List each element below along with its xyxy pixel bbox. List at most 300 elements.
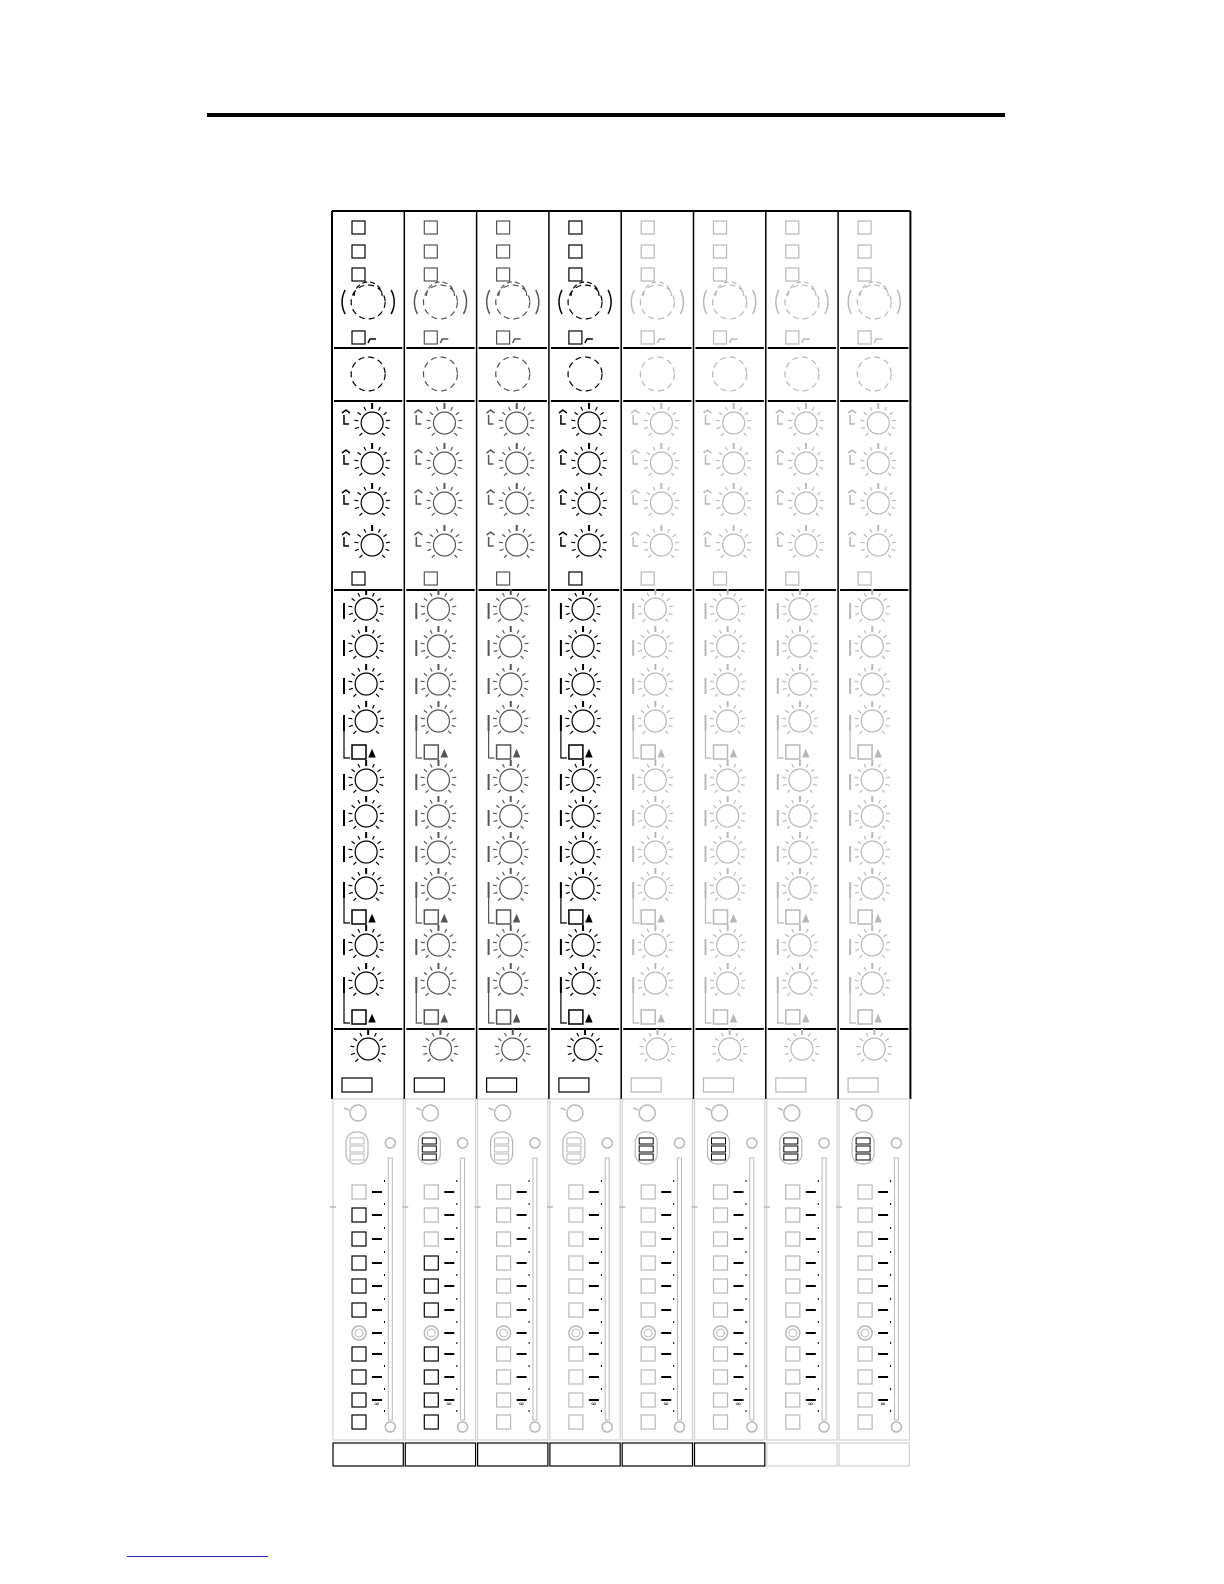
- knob-tick: [385, 507, 389, 508]
- knob-tick: [364, 447, 366, 451]
- knob-body: [500, 934, 522, 956]
- knob-tick: [719, 800, 721, 804]
- knob-tick: [791, 534, 794, 536]
- knob-tick: [502, 452, 505, 454]
- knob-body: [795, 534, 817, 556]
- knob-tick: [426, 993, 429, 996]
- knob-tick: [575, 872, 577, 876]
- knob-body: [789, 673, 811, 695]
- knob-tick: [597, 718, 601, 719]
- knob-tick: [421, 613, 425, 614]
- knob-tick: [503, 764, 505, 768]
- knob-tick: [568, 598, 571, 600]
- knob-outer-arc-right: [608, 290, 611, 314]
- knob-tick: [602, 427, 606, 428]
- knob-tick: [858, 710, 861, 712]
- knob-tick: [377, 769, 380, 771]
- channel-strip-8: [836, 211, 909, 1466]
- aux-group-bracket: [706, 731, 712, 758]
- knob-tick: [741, 784, 745, 785]
- fader-bottom-screw: [530, 1422, 540, 1432]
- knob-tick: [725, 447, 727, 451]
- knob-body: [578, 534, 600, 556]
- knob-tick: [882, 656, 885, 659]
- knob-tick: [525, 681, 529, 682]
- knob-tick: [567, 1046, 571, 1047]
- knob-tick: [424, 598, 427, 600]
- listen-icon: [856, 1105, 872, 1121]
- knob-tick: [884, 710, 887, 712]
- knob-tick: [358, 764, 360, 768]
- fader-bottom-screw: [747, 1422, 757, 1432]
- knob-tick: [379, 487, 381, 491]
- knob-tick: [426, 955, 429, 958]
- aux-pre-switch-3: [714, 1010, 728, 1024]
- channel-switch-1: [641, 1185, 655, 1199]
- knob-tick: [596, 784, 600, 785]
- knob-outer-arc-right: [536, 290, 539, 314]
- knob-tick: [594, 769, 597, 771]
- input-switch-1: [858, 221, 871, 234]
- knob-tick: [711, 650, 715, 651]
- aux-pre-icon: [803, 1015, 809, 1022]
- aux-send-knob: [638, 925, 674, 958]
- eq-band-icon: [631, 490, 639, 504]
- knob-tick: [860, 460, 864, 461]
- knob-tick: [348, 849, 352, 850]
- eq-band-icon: [704, 410, 712, 424]
- aux-pre-switch-2: [714, 910, 728, 924]
- knob-tick: [424, 972, 427, 974]
- knob-tick: [860, 955, 863, 958]
- knob-tick: [788, 420, 792, 421]
- aux-send-knob: [493, 963, 529, 996]
- trim-knob: [785, 357, 819, 391]
- knob-tick: [498, 694, 501, 697]
- aux-send-knob: [348, 664, 384, 697]
- aux-send-knob: [854, 925, 890, 958]
- knob-tick: [358, 836, 360, 840]
- knob-tick: [653, 529, 655, 533]
- aux-send-knob: [565, 796, 601, 829]
- knob-body: [795, 412, 817, 434]
- knob-tick: [566, 949, 570, 950]
- knob-tick: [806, 593, 808, 597]
- knob-body: [361, 492, 383, 514]
- knob-tick: [667, 673, 670, 675]
- knob-tick: [669, 606, 673, 607]
- meter-capsule: [708, 1132, 730, 1164]
- meter-led-1: [350, 1138, 364, 1144]
- eq-knob-2: [716, 443, 752, 476]
- pan-knob: [567, 1029, 603, 1062]
- knob-tick: [892, 460, 896, 461]
- knob-tick: [862, 1059, 865, 1062]
- knob-tick: [349, 892, 353, 893]
- knob-tick: [810, 790, 813, 793]
- hpf-switch: [641, 331, 654, 344]
- knob-tick: [736, 1033, 738, 1037]
- knob-tick: [715, 898, 718, 901]
- gain-knob: [776, 282, 828, 319]
- knob-tick: [711, 613, 715, 614]
- knob-tick: [353, 898, 356, 901]
- fader-track: [750, 1158, 754, 1420]
- knob-tick: [452, 650, 456, 651]
- knob-tick: [638, 643, 642, 644]
- knob-body: [789, 841, 811, 863]
- knob-tick: [710, 849, 714, 850]
- knob-body: [717, 805, 739, 827]
- knob-tick: [521, 955, 524, 958]
- knob-tick: [521, 731, 524, 734]
- knob-tick: [373, 929, 375, 933]
- knob-tick: [352, 598, 355, 600]
- knob-tick: [741, 681, 745, 682]
- knob-body: [861, 710, 883, 732]
- knob-tick: [594, 805, 597, 807]
- knob-tick: [669, 892, 673, 893]
- knob-tick: [452, 718, 456, 719]
- aux-send-knob: [421, 832, 457, 865]
- knob-tick: [864, 929, 866, 933]
- knob-tick: [525, 643, 529, 644]
- knob-body: [861, 598, 883, 620]
- channel-switch-4: [858, 1256, 872, 1270]
- fader-track: [605, 1158, 609, 1420]
- knob-tick: [445, 668, 447, 672]
- knob-tick: [599, 433, 602, 436]
- aux-pre-switch-1: [786, 745, 800, 759]
- knob-tick: [517, 593, 519, 597]
- knob-tick: [498, 993, 501, 996]
- knob-tick: [653, 447, 655, 451]
- knob-body: [650, 412, 672, 434]
- knob-tick: [855, 784, 859, 785]
- knob-tick: [806, 800, 808, 804]
- knob-tick: [860, 790, 863, 793]
- input-switch-2: [714, 245, 727, 258]
- knob-tick: [383, 452, 386, 454]
- channel-switch-1: [352, 1185, 366, 1199]
- eq-band-icon: [704, 532, 712, 546]
- aux-pre-icon: [803, 750, 809, 757]
- knob-tick: [523, 407, 525, 411]
- aux-pre-icon: [875, 915, 881, 922]
- knob-tick: [517, 800, 519, 804]
- knob-tick: [377, 841, 380, 843]
- knob-tick: [669, 942, 673, 943]
- knob-dashed-ring: [640, 285, 674, 319]
- knob-tick: [710, 813, 714, 814]
- input-switch-2: [641, 245, 654, 258]
- input-switch-2: [569, 245, 582, 258]
- fader-section: [764, 1099, 837, 1440]
- knob-tick: [571, 420, 575, 421]
- knob-tick: [523, 1059, 526, 1062]
- knob-tick: [864, 492, 867, 494]
- input-switch-3: [858, 268, 871, 281]
- knob-tick: [355, 467, 359, 468]
- aux-send-knob: [493, 925, 529, 958]
- knob-tick: [379, 784, 383, 785]
- knob-tick: [589, 836, 591, 840]
- knob-body: [427, 934, 449, 956]
- aux-group-bracket: [344, 993, 350, 1023]
- knob-tick: [641, 877, 644, 879]
- knob-tick: [734, 967, 736, 971]
- footer-link-underline[interactable]: [127, 1556, 268, 1557]
- knob-tick: [879, 800, 881, 804]
- knob-tick: [882, 955, 885, 958]
- knob-tick: [445, 593, 447, 597]
- knob-tick: [888, 473, 891, 476]
- knob-tick: [813, 820, 817, 821]
- knob-tick: [745, 412, 748, 414]
- knob-tick: [638, 613, 642, 614]
- knob-tick: [711, 949, 715, 950]
- knob-tick: [531, 542, 535, 543]
- fader-mid-screw: [714, 1326, 728, 1340]
- knob-dashed-ring: [857, 357, 891, 391]
- knob-tick: [379, 447, 381, 451]
- knob-tick: [747, 460, 751, 461]
- knob-tick: [593, 656, 596, 659]
- aux-send-knob: [782, 701, 818, 734]
- knob-tick: [717, 1059, 720, 1062]
- knob-tick: [524, 892, 528, 893]
- knob-tick: [715, 694, 718, 697]
- knob-tick: [641, 673, 644, 675]
- channel-switch-8: [424, 1347, 438, 1361]
- knob-tick: [713, 769, 716, 771]
- knob-tick: [741, 942, 745, 943]
- knob-tick: [565, 813, 569, 814]
- knob-tick: [373, 872, 375, 876]
- knob-tick: [430, 705, 432, 709]
- knob-tick: [792, 764, 794, 768]
- channel-switch-3: [714, 1232, 728, 1246]
- listen-icon-tail: [633, 1108, 638, 1110]
- knob-tick: [813, 650, 817, 651]
- knob-tick: [503, 668, 505, 672]
- knob-tick: [602, 467, 606, 468]
- channel-switch-2: [424, 1208, 438, 1222]
- input-switch-1: [424, 221, 437, 234]
- knob-tick: [785, 673, 788, 675]
- knob-tick: [789, 549, 793, 550]
- channel-switch-8: [569, 1347, 583, 1361]
- aux-send-knob: [348, 832, 384, 865]
- input-switch-3: [569, 268, 582, 281]
- knob-tick: [530, 507, 534, 508]
- channel-switch-5: [569, 1279, 583, 1293]
- knob-tick: [886, 849, 890, 850]
- knob-tick: [521, 862, 524, 865]
- knob-tick: [745, 452, 748, 454]
- knob-tick: [496, 710, 499, 712]
- input-switch-3: [786, 268, 799, 281]
- knob-tick: [885, 529, 887, 533]
- knob-tick: [503, 800, 505, 804]
- knob-tick: [667, 877, 670, 879]
- knob-tick: [783, 725, 787, 726]
- knob-tick: [725, 487, 727, 491]
- eq-band-icon: [559, 410, 567, 424]
- eq-knob-3: [860, 483, 896, 516]
- knob-tick: [669, 681, 673, 682]
- pan-knob: [423, 1029, 459, 1062]
- aux-pre-switch-2: [858, 910, 872, 924]
- aux-send-knob: [638, 664, 674, 697]
- knob-tick: [600, 412, 603, 414]
- knob-tick: [352, 710, 355, 712]
- knob-tick: [596, 688, 600, 689]
- knob-tick: [788, 500, 792, 501]
- channel-switch-9: [352, 1370, 366, 1384]
- knob-tick: [856, 1046, 860, 1047]
- knob-tick: [570, 898, 573, 901]
- aux-pre-icon: [514, 750, 520, 757]
- knob-tick: [381, 1053, 385, 1054]
- aux-send-knob: [638, 796, 674, 829]
- pan-knob: [495, 1029, 531, 1062]
- knob-tick: [886, 613, 890, 614]
- knob-tick: [715, 656, 718, 659]
- knob-tick: [450, 972, 453, 974]
- knob-tick: [671, 513, 674, 516]
- knob-tick: [593, 826, 596, 829]
- knob-body: [717, 769, 739, 791]
- channel-switch-10: [714, 1393, 728, 1407]
- knob-tick: [379, 820, 383, 821]
- aux-pre-switch-1: [352, 745, 366, 759]
- knob-tick: [524, 613, 528, 614]
- knob-tick: [426, 826, 429, 829]
- knob-tick: [589, 967, 591, 971]
- knob-tick: [521, 790, 524, 793]
- knob-tick: [358, 452, 361, 454]
- knob-tick: [713, 805, 716, 807]
- knob-tick: [522, 877, 525, 879]
- knob-tick: [855, 688, 859, 689]
- knob-tick: [884, 877, 887, 879]
- knob-tick: [448, 790, 451, 793]
- knob-tick: [665, 694, 668, 697]
- knob-tick: [594, 710, 597, 712]
- knob-tick: [721, 473, 724, 476]
- knob-tick: [348, 813, 352, 814]
- knob-tick: [747, 507, 751, 508]
- channel-switch-1: [858, 1185, 872, 1199]
- knob-tick: [452, 942, 456, 943]
- knob-tick: [531, 500, 535, 501]
- fader-infinity-mark: ∞: [446, 1400, 453, 1408]
- knob-tick: [436, 487, 438, 491]
- aux-send-knob: [638, 626, 674, 659]
- knob-tick: [643, 955, 646, 958]
- knob-tick: [647, 452, 650, 454]
- knob-tick: [570, 619, 573, 622]
- knob-tick: [428, 1059, 431, 1062]
- knob-tick: [379, 1038, 382, 1040]
- knob-tick: [427, 549, 431, 550]
- aux-pre-switch-2: [786, 910, 800, 924]
- eq-band-icon: [776, 450, 784, 464]
- eq-band-icon: [776, 532, 784, 546]
- knob-outer-arc-right: [680, 290, 683, 314]
- gain-knob: [631, 282, 683, 319]
- knob-tick: [787, 731, 790, 734]
- fader-section: [692, 1099, 765, 1440]
- knob-tick: [570, 826, 573, 829]
- knob-body: [572, 841, 594, 863]
- knob-tick: [739, 877, 742, 879]
- knob-tick: [782, 777, 786, 778]
- knob-tick: [597, 681, 601, 682]
- hpf-switch: [497, 331, 510, 344]
- knob-tick: [886, 892, 890, 893]
- knob-tick: [421, 688, 425, 689]
- knob-tick: [454, 473, 457, 476]
- aux-send-knob: [710, 963, 746, 996]
- knob-tick: [452, 725, 456, 726]
- knob-tick: [860, 898, 863, 901]
- eq-band-icon: [342, 532, 350, 546]
- knob-tick: [523, 529, 525, 533]
- knob-tick: [386, 542, 390, 543]
- knob-tick: [643, 1038, 646, 1040]
- aux-group-bracket: [633, 993, 639, 1023]
- channel-switch-10: [641, 1393, 655, 1407]
- knob-tick: [358, 593, 360, 597]
- aux-pre-switch-2: [569, 910, 583, 924]
- knob-tick: [785, 1053, 789, 1054]
- scribble-strip: [622, 1443, 692, 1466]
- knob-tick: [517, 705, 519, 709]
- knob-tick: [575, 929, 577, 933]
- knob-tick: [456, 412, 459, 414]
- aux-pre-icon: [369, 915, 375, 922]
- knob-body: [867, 412, 889, 434]
- knob-tick: [598, 1053, 602, 1054]
- aux-send-knob: [638, 832, 674, 865]
- knob-tick: [380, 681, 384, 682]
- knob-tick: [568, 673, 571, 675]
- knob-tick: [349, 784, 353, 785]
- knob-tick: [452, 820, 456, 821]
- knob-tick: [854, 813, 858, 814]
- aux-send-knob: [638, 963, 674, 996]
- knob-body: [867, 492, 889, 514]
- knob-tick: [430, 764, 432, 768]
- knob-tick: [566, 820, 570, 821]
- aux-send-knob: [565, 589, 601, 622]
- knob-tick: [782, 643, 786, 644]
- knob-tick: [721, 433, 724, 436]
- knob-tick: [638, 606, 642, 607]
- meter-capsule: [346, 1132, 368, 1164]
- knob-tick: [785, 598, 788, 600]
- knob-dashed-ring: [785, 357, 819, 391]
- fader-track: [678, 1158, 682, 1420]
- knob-tick: [866, 555, 869, 558]
- knob-body: [719, 1038, 741, 1060]
- knob-body: [502, 1038, 524, 1060]
- knob-body: [861, 769, 883, 791]
- knob-tick: [882, 826, 885, 829]
- knob-tick: [349, 820, 353, 821]
